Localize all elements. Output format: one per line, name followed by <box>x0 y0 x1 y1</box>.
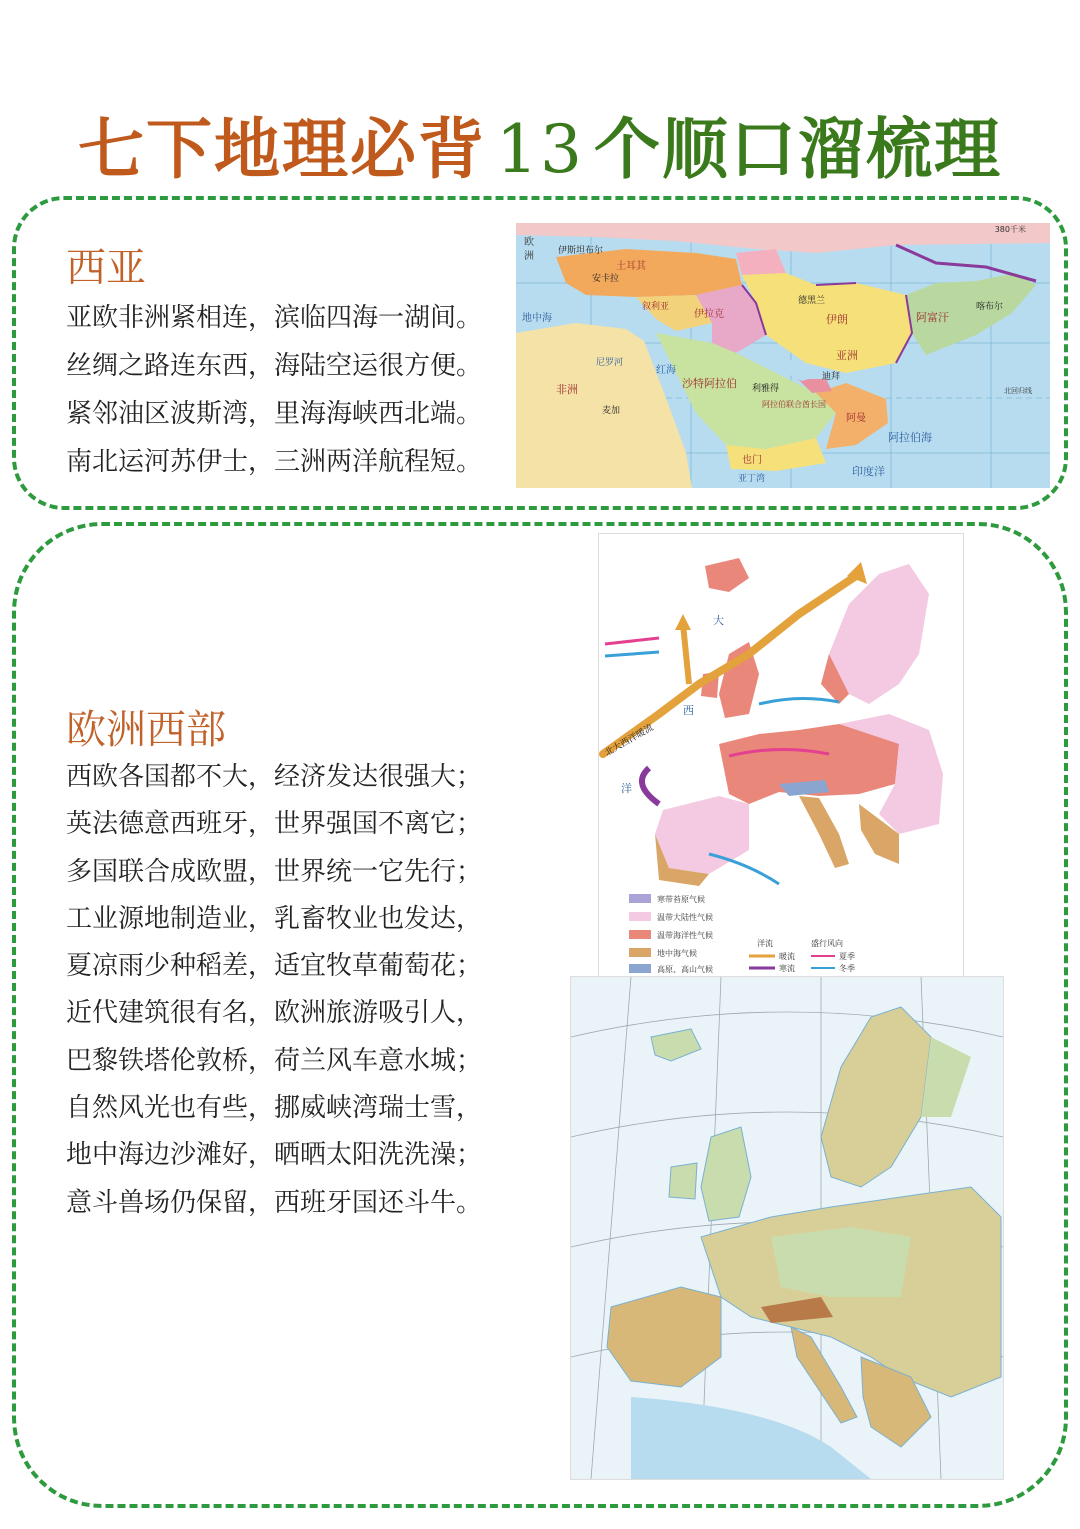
map-label: 亚丁湾 <box>738 474 766 484</box>
map-label: 印度洋 <box>852 465 885 478</box>
poem-line: 自然风光也有些，挪威峡湾瑞士雪， <box>66 1093 483 1124</box>
poem-line: 英法德意西班牙，世界强国不离它； <box>66 809 483 840</box>
map-label: 北大西洋暖流 <box>603 722 656 759</box>
legend-item: 暖流 <box>779 952 795 961</box>
map-label: 伊拉克 <box>694 309 724 320</box>
map-label: 伊朗 <box>826 313 848 326</box>
map-label: 利雅得 <box>752 384 780 394</box>
map-label: 也门 <box>742 455 762 466</box>
legend-item: 温带大陆性气候 <box>657 913 713 922</box>
map-label: 阿富汗 <box>916 311 949 324</box>
legend-item: 冬季 <box>839 964 855 973</box>
legend-item: 温带海洋性气候 <box>657 931 713 940</box>
legend-item: 寒流 <box>779 964 795 973</box>
title-part3: 个顺口溜梳理 <box>593 111 1002 188</box>
map-label: 阿拉伯联合酋长国 <box>762 400 826 409</box>
map-label: 叙利亚 <box>642 302 670 312</box>
map-label: 大 <box>713 614 724 627</box>
poem-line: 近代建筑很有名，欧洲旅游吸引人， <box>66 998 483 1029</box>
map-label: 非洲 <box>556 383 578 396</box>
poem-line: 意斗兽场仍保留，西班牙国还斗牛。 <box>66 1187 483 1218</box>
legend-item: 高原、高山气候 <box>657 965 713 974</box>
map-label: 地中海 <box>522 313 552 324</box>
map-label: 德黑兰 <box>798 296 826 306</box>
map-label: 沙特阿拉伯 <box>682 377 737 390</box>
map-label: 洲 <box>524 251 534 262</box>
poem-line: 紧邻油区波斯湾，里海海峡西北端。 <box>66 399 483 429</box>
poem-line: 夏凉雨少种稻差，适宜牧草葡萄花； <box>66 951 483 982</box>
map-label: 北回归线 <box>1004 387 1032 395</box>
map-label: 阿拉伯海 <box>888 431 932 444</box>
map-scale: 380千米 <box>994 225 1026 234</box>
legend-item: 地中海气候 <box>657 949 697 958</box>
map-label: 洋 <box>621 782 632 795</box>
page-title <box>0 96 1080 191</box>
map-label: 麦加 <box>602 406 621 416</box>
section-western-europe-heading: 欧洲西部 <box>66 707 226 753</box>
poem-line: 南北运河苏伊士，三洲两洋航程短。 <box>66 447 483 477</box>
western-europe-poem <box>66 754 482 1227</box>
poem-line: 工业源地制造业，乳畜牧业也发达， <box>66 903 483 934</box>
map-label: 喀布尔 <box>976 302 1004 312</box>
legend-item: 夏季 <box>839 952 855 961</box>
poem-line: 亚欧非洲紧相连，滨临四海一湖间。 <box>66 303 483 333</box>
poem-line: 多国联合成欧盟，世界统一它先行； <box>66 856 483 887</box>
map-label: 尼罗河 <box>596 358 624 368</box>
map-label: 阿曼 <box>846 413 866 424</box>
map-label: 迪拜 <box>822 372 841 382</box>
map-label: 红海 <box>656 365 676 376</box>
map-label: 欧 <box>524 237 534 248</box>
map-label: 亚洲 <box>836 349 858 362</box>
legend-item: 寒带苔原气候 <box>657 895 705 904</box>
map-label: 土耳其 <box>616 261 646 272</box>
legend-item: 洋流 <box>757 939 773 948</box>
map-label: 西 <box>683 704 694 717</box>
europe-physical-map <box>570 976 1004 1480</box>
map-label: 伊斯坦布尔 <box>558 246 604 256</box>
poem-line: 丝绸之路连东西，海陆空运很方便。 <box>66 351 483 381</box>
poem-line: 地中海边沙滩好，晒晒太阳洗洗澡； <box>66 1140 483 1171</box>
west-asia-poem <box>66 294 482 486</box>
europe-climate-map <box>598 533 964 977</box>
section-west-asia-heading: 西亚 <box>66 245 146 291</box>
legend-item: 盛行风向 <box>811 939 843 948</box>
map-label: 安卡拉 <box>592 274 620 284</box>
title-part1: 七下地理必背 <box>78 111 486 188</box>
west-asia-map <box>516 223 1050 488</box>
poem-line: 西欧各国都不大，经济发达很强大； <box>66 762 483 792</box>
title-number: 13 <box>496 111 584 188</box>
poem-line: 巴黎铁塔伦敦桥，荷兰风车意水城； <box>66 1045 483 1076</box>
